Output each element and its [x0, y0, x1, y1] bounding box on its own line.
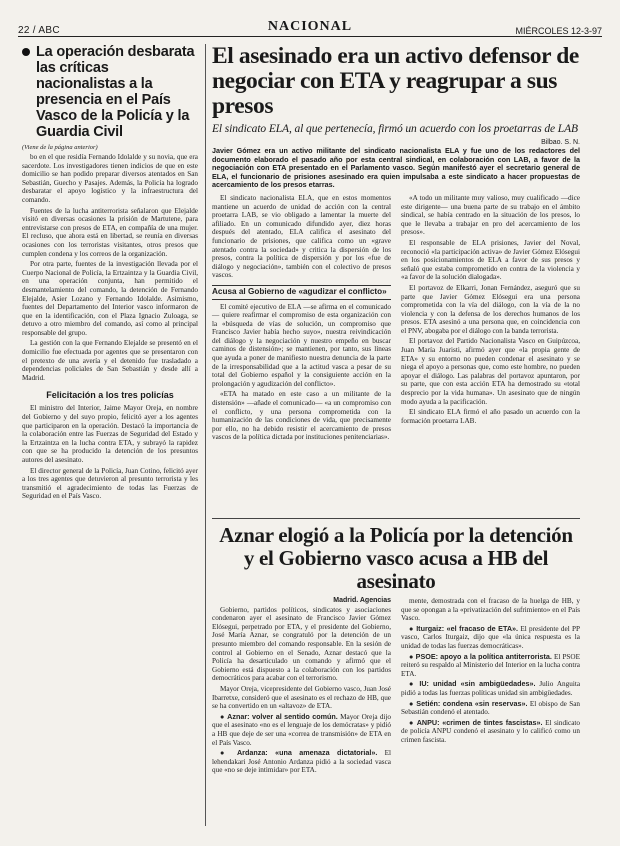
left-headline-text: La operación desbarata las críticas nacionalistas a la presencia en el País Vasco de la Policía y la Guardia Civil — [36, 44, 195, 140]
bullet-key: PSOE: apoyo a la política antiterrorista. — [415, 651, 552, 661]
paragraph: El responsable de ELA prisiones, Javier del Noval, reconoció «la participación activa» de Javier Gómez Elósegui en los posicionamientos de ELA a favor de sus presos y señaló que estaba comprometido en contra de la violencia y «a favor de la solución dialogada». — [401, 238, 580, 282]
aznar-columns — [212, 597, 580, 777]
bullet-paragraph: ● PSOE: apoyo a la política antiterrorista. El PSOE reiteró su respaldo al Ministerio del Interior en la lucha contra ETA. — [401, 651, 581, 678]
issue-date: MIÉRCOLES 12-3-97 — [515, 26, 602, 36]
main-columns — [212, 194, 580, 444]
bullet-paragraph: ● IU: unidad «sin ambigüedades». Julio Anguita pidió a todas las fuerzas políticas unidad sin ambigüedades. — [401, 679, 581, 697]
bullet-text: Mayor Oreja dijo que el asesinato «no es el lenguaje de los demócratas» y pidió a HB que deje de ser una «correa de transmisión» de ETA en el País Vasco. — [212, 712, 392, 747]
bullet-key: Ardanza: «una amenaza dictatorial». — [236, 748, 378, 758]
bullet-key: ANPU: «crimen de tintes fascistas». — [416, 717, 543, 727]
paragraph: mente, demostrada con el fracaso de la huelga de HB, y que se opongan a la «privatización del sufrimiento» en el País Vasco. — [401, 597, 580, 623]
page-number: 22 / ABC — [18, 25, 60, 36]
bullet-paragraph: ● Ardanza: «una amenaza dictatorial». El lehendakari José Antonio Ardanza pidió a la sociedad vasca que «no se deje intimidar» por ETA. — [212, 748, 391, 775]
bullet-key: Iturgaiz: «el fracaso de ETA». — [416, 623, 519, 633]
aznar-headline: Aznar elogió a la Policía por la detención y el Gobierno vasco acusa a HB del asesinato — [219, 523, 573, 593]
bullet-text: El obispo de San Sebastián condenó el atentado. — [401, 699, 581, 717]
bullet-icon — [22, 48, 30, 56]
left-headline — [36, 44, 198, 140]
bullet-text: El PSOE reiteró su respaldo al Ministerio del Interior en la lucha contra ETA. — [401, 652, 581, 678]
aznar-article — [212, 524, 580, 777]
main-article — [212, 44, 580, 444]
continuation-note: (Viene de la página anterior) — [22, 144, 98, 151]
main-col-1 — [212, 194, 391, 444]
paragraph: El sindicato nacionalista ELA, que en estos momentos mantiene un acuerdo de unidad de acción con la central proetarra LAB, se vio obligado a lamentar la muerte del afiliado. En un comunicado difundido ayer, diez horas después del atentado, ELA califica el asesinato del funcionario de prisiones, que califica como un «grave atentado contra la sociedad» y critica la dispersión de los presos, contra la política de dispersión y por los «fue de diálogo y negociación», también con el colectivo de presos vascos. — [212, 193, 391, 280]
lead-paragraph: Javier Gómez era un activo militante del sindicato nacionalista ELA y fue uno de los redactores del documento elaborado el pasado año por esta central sindical, en colaboración con LAB, a favor de la negociación con ETA presentado en el Parlamento vasco. Según manifestó ayer el secretario general de ELA, el funcionario de prisiones asesinado era quien impulsaba a este sindicato a hacer propuestas de acercamiento de los presos etarras. — [212, 146, 580, 190]
bullet-text: El lehendakari José Antonio Ardanza pidió a la sociedad vasca que «no se deje intimidar» por ETA. — [212, 749, 391, 775]
bullet-key: Aznar: volver al sentido común. — [227, 711, 338, 721]
bullet-text: El sindicato de policía ANPU condenó el asesinato y lo calificó como un crimen fascista. — [401, 718, 581, 744]
main-subheadline: El sindicato ELA, al que pertenecía, firmó un acuerdo con los proetarras de LAB — [212, 123, 578, 135]
paragraph: El comité ejecutivo de ELA —se afirma en el comunicado— quiere reafirmar el compromiso de esta organización con la «búsqueda de vías de solución, un compromiso que Francisco Javier había hecho suyo», nuestra reivindicación del diálogo y la negociación y nuestro empeño en buscar caminos de distensión»; se mantienen, por tanto, sus líneas que ayuda a poner de manifiesto nuestra denuncia de la parte de la irresponsabilidad que a la actitud vasca a pesar de su total del Gobierno español y la consiguiente acción en la prolongación y agudización del conflicto». — [212, 302, 391, 388]
page-header — [18, 20, 602, 37]
paragraph: La gestión con la que Fernando Elejalde se presentó en el domicilio fue efectuada por agentes que se presentaron con el pretexto de una avería y el detenido fue trasladado a dependencias policiales de San Sebastián y desde allí a Madrid. — [22, 339, 198, 382]
section-title: NACIONAL — [267, 19, 353, 34]
dateline: Madrid. Agencias — [333, 597, 391, 604]
paragraph: Fuentes de la lucha antiterrorista señalaron que Elejalde visitó en diversas ocasiones la prisión de Martutene, para entrevistarse con presos de ETA, en compañía de una mujer. El recluso, que ahora está en libertad, se reunía en diversas ocasiones con los terroristas visitantes, otros presos que cumplen condena y los correos de la organización. — [22, 206, 198, 258]
left-body-2 — [22, 404, 198, 501]
bullet-paragraph: ● Aznar: volver al sentido común. Mayor Oreja dijo que el asesinato «no es el lenguaje de los demócratas» y pidió a HB que deje de ser una «correa de transmisión» de ETA en el País Vasco. — [212, 711, 392, 747]
bullet-key: IU: unidad «sin ambigüedades». — [419, 679, 536, 689]
left-body — [22, 153, 198, 382]
paragraph: Mayor Oreja, vicepresidente del Gobierno vasco, Juan José Ibarretxe, consideró que el asesinato es el rechazo de HB, que se ha convertido en un «altavoz» de ETA. — [212, 684, 391, 711]
bullet-paragraph: ● ANPU: «crimen de tintes fascistas». El sindicato de policía ANPU condenó el asesinato y lo calificó como un crimen fascista. — [401, 717, 581, 744]
byline: Bilbao. S. N. — [541, 139, 580, 146]
paragraph: «ETA ha matado en este caso a un militante de la distensión» —añade el comunicado— «a un compromiso con el conflicto, y una persona comprometida con la humanización de las condiciones de vida, que precisamente por ello, no ha debido resistir el acercamiento de presos vascos de la política dictada por instituciones penitenciarias». — [212, 390, 391, 442]
paragraph: «A todo un militante muy valioso, muy cualificado —dice este dirigente— una buena parte de su trabajo en el ámbito sindical, se había centrado en la situación de los presos, lo que le llevaba a trabajar en pro del acercamiento de los presos». — [401, 193, 580, 237]
bullet-paragraph: ● Setién: condena «sin reservas». El obispo de San Sebastián condenó el atentado. — [401, 698, 581, 717]
paragraph: El ministro del Interior, Jaime Mayor Oreja, en nombre del Gobierno y del suyo propio, felicitó ayer a los agentes que participaron en la operación. Destacó la importancia de la colaboración entre las Fuerzas de Seguridad del Estado y la Ertzaintza en la lucha contra ETA, y subrayó la rapidez con que se ha producido la detención de los presuntos autores del asesinato. — [22, 404, 198, 464]
paragraph: El director general de la Policía, Juan Cotino, felicitó ayer a los tres agentes que detuvieron al presunto terrorista y les transmitió el agradecimiento de todas las Fuerzas de Seguridad en el País Vasco. — [22, 466, 198, 501]
paragraph: bo en el que residía Fernando Idolalde y su novia, que era sacerdote. Los investigadores tienen indicios de que en este domicilio se han podido preparar diversos atentados en San Sebastián, Guecho y Pasajes. Además, la Policía ha logrado desbaratar el apoyo logístico y la infraestructura del comando. — [22, 153, 198, 204]
bullet-text: El presidente del PP vasco, Carlos Iturgaiz, dijo que «la única respuesta es la unidad de todas las fuerzas democráticas». — [401, 624, 581, 650]
left-subhead: Felicitación a los tres policías — [46, 390, 174, 401]
aznar-col-1 — [212, 597, 391, 777]
paragraph: El portavoz del Partido Nacionalista Vasco en Guipúzcoa, Juan María Juaristi, afirmó ayer que «la propia gente de ETA» y su entorno no pueden condenar el asesinato y se niega el apoyo a personas que, como este hombre, no pueden apoyar el diálogo. Las palabras del portavoz apuntaron, por su parte, que con esta acción ETA ha demostrado su «total desprecio por la vida humana». Un asesinato que de ningún modo ayuda a la pacificación. — [401, 337, 580, 406]
main-col-2 — [401, 194, 580, 444]
main-headline: El asesinado era un activo defensor de negociar con ETA y reagrupar a sus presos — [212, 43, 579, 119]
aznar-col-2 — [401, 597, 580, 777]
paragraph: Por otra parte, fuentes de la investigación llevada por el Cuerpo Nacional de Policía, la Ertzaintza y la Guardia Civil, en una operación conjunta, han permitido el desmantelamiento del comando, la detención de Fernando Elejalde, Asier Lozano y Fernando Idolalde. Asimismo, fuentes del Departamento del Interior vasco informaron de que en la identificación, con el Plaza Ignacio Zuloaga, se detuvo a otro miembro del comando, así como al principal responsable del grupo. — [22, 260, 198, 337]
paragraph: El sindicato ELA firmó el año pasado un acuerdo con la formación proetarra LAB. — [401, 408, 580, 425]
bullet-key: Setién: condena «sin reservas». — [416, 698, 528, 708]
paragraph: Gobierno, partidos políticos, sindicatos y asociaciones condenaron ayer el asesinato de Francisco Javier Gómez Elósegui, perpetrado por ETA, y el presidente del Gobierno, José María Aznar, se congratuló por la detención de un presunto miembro del comando responsable. En la sesión de control al Gobierno en el Senado, Aznar destacó que la Policía ha desarticulado un comando y afirmó que el Gobierno está dispuesto a la colaboración con los partidos democráticos para acabar con el terrorismo. — [212, 605, 391, 683]
box-subhead: Acusa al Gobierno de «agudizar el conflicto» — [212, 285, 391, 300]
column-divider — [205, 44, 206, 826]
bullet-paragraph: ● Iturgaiz: «el fracaso de ETA». El presidente del PP vasco, Carlos Iturgaiz, dijo que «la única respuesta es la unidad de todas las fuerzas democráticas». — [401, 623, 581, 650]
paragraph: El portavoz de Elkarri, Jonan Fernández, aseguró que su parte que Javier Gómez Elósegui era una persona comprometida con la vía del diálogo, con la vía de la no violencia y con la defensa de los derechos humanos de los presos. ETA asesinó a una persona que, en coincidencia con el PNV, abogaba por el diálogo con la banda terrorista. — [401, 283, 580, 335]
bullet-text: Julio Anguita pidió a todas las fuerzas políticas unidad sin ambigüedades. — [401, 680, 581, 697]
left-column-article — [22, 44, 198, 503]
article-divider — [212, 518, 580, 519]
